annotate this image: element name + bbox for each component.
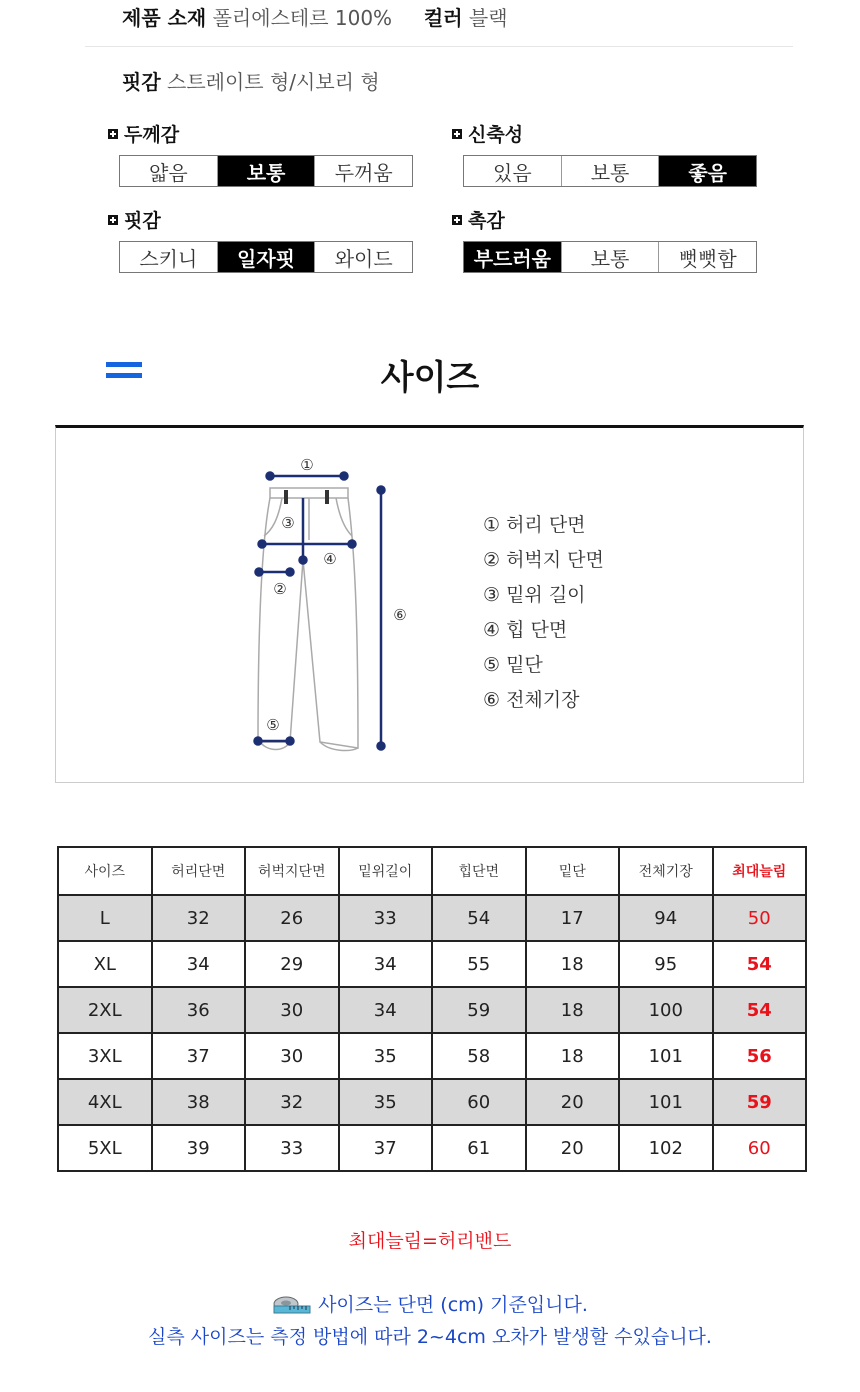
table-cell: 38 [152, 1079, 246, 1125]
table-cell-max-stretch: 54 [713, 941, 807, 987]
table-row [58, 987, 806, 1033]
fit-option: 와이드 [334, 246, 393, 271]
table-cell: 39 [152, 1125, 246, 1171]
legend-item: ⑤ 밑단 [483, 654, 543, 676]
table-cell: 20 [526, 1079, 620, 1125]
table-cell-max-stretch: 50 [713, 895, 807, 941]
table-cell: 101 [619, 1033, 713, 1079]
table-cell: 32 [152, 895, 246, 941]
legend-item: ③ 밑위 길이 [483, 584, 586, 606]
table-cell: 33 [339, 895, 433, 941]
header-hip: 힙단면 [432, 847, 526, 895]
table-row [58, 1033, 806, 1079]
table-cell: 36 [152, 987, 246, 1033]
touch-option: 뻣뻣함 [678, 246, 737, 271]
fit-label: 핏감 [122, 70, 161, 94]
fit-option-selected: 일자핏 [218, 242, 316, 272]
table-cell: 61 [432, 1125, 526, 1171]
belt-loops [284, 490, 329, 504]
table-cell: 95 [619, 941, 713, 987]
table-cell-max-stretch: 59 [713, 1079, 807, 1125]
table-row [58, 1079, 806, 1125]
touch-option-selected: 부드러움 [464, 242, 562, 272]
header-waist: 허리단면 [152, 847, 246, 895]
size-basis-text: 사이즈는 단면 (cm) 기준입니다. [318, 1294, 588, 1316]
table-cell-max-stretch: 54 [713, 987, 807, 1033]
fit-value: 스트레이트 형/시보리 형 [167, 70, 380, 94]
table-cell: 26 [245, 895, 339, 941]
table-cell: 34 [339, 987, 433, 1033]
table-cell: 102 [619, 1125, 713, 1171]
attr-thickness-label: 두께감 [124, 124, 180, 146]
header-length: 전체기장 [619, 847, 713, 895]
color-value: 블랙 [468, 6, 508, 30]
legend-item: ① 허리 단면 [483, 514, 586, 536]
table-cell: 2XL [58, 987, 152, 1033]
table-cell: 59 [432, 987, 526, 1033]
pants-outline [258, 488, 358, 750]
table-cell: 101 [619, 1079, 713, 1125]
table-cell: 18 [526, 941, 620, 987]
table-cell: 35 [339, 1079, 433, 1125]
legend-item: ② 허벅지 단면 [483, 549, 604, 571]
table-cell: 4XL [58, 1079, 152, 1125]
header-max-stretch: 최대늘림 [713, 847, 807, 895]
size-table [57, 846, 807, 1172]
table-cell: 94 [619, 895, 713, 941]
stretch-option: 있음 [464, 156, 562, 186]
material-value: 폴리에스테르 100% [212, 6, 393, 30]
legend-item: ⑥ 전체기장 [483, 689, 580, 711]
thickness-option: 얇음 [120, 156, 218, 186]
table-cell: 3XL [58, 1033, 152, 1079]
legend-item: ④ 힙 단면 [483, 619, 568, 641]
measure-lines [255, 473, 385, 750]
table-cell: 34 [152, 941, 246, 987]
stretch-option: 보통 [562, 156, 660, 186]
attr-touch-label: 촉감 [468, 210, 505, 232]
table-cell: 54 [432, 895, 526, 941]
table-cell: 33 [245, 1125, 339, 1171]
header-size: 사이즈 [58, 847, 152, 895]
table-cell: 18 [526, 1033, 620, 1079]
header-hem: 밑단 [526, 847, 620, 895]
header-rise: 밑위길이 [339, 847, 433, 895]
marker-2: ② [273, 580, 287, 598]
table-cell: 5XL [58, 1125, 152, 1171]
header-thigh: 허벅지단면 [245, 847, 339, 895]
table-cell: L [58, 895, 152, 941]
table-cell: 32 [245, 1079, 339, 1125]
table-cell: 17 [526, 895, 620, 941]
table-cell: 58 [432, 1033, 526, 1079]
table-row [58, 941, 806, 987]
fit-option: 스키니 [120, 242, 218, 272]
tape-measure-icon [272, 1294, 312, 1318]
table-cell-max-stretch: 60 [713, 1125, 807, 1171]
table-cell: 100 [619, 987, 713, 1033]
table-cell: 60 [432, 1079, 526, 1125]
table-header-row [58, 847, 806, 895]
size-section-title: 사이즈 [380, 358, 480, 398]
measurement-legend [483, 508, 604, 718]
material-label: 제품 소재 [122, 6, 207, 30]
attr-stretch-label: 신축성 [468, 124, 524, 146]
table-cell: 55 [432, 941, 526, 987]
marker-3: ③ [281, 514, 295, 532]
table-cell: 37 [152, 1033, 246, 1079]
table-row [58, 1125, 806, 1171]
tolerance-note: 실측 사이즈는 측정 방법에 따라 2~4cm 오차가 발생할 수있습니다. [148, 1326, 712, 1348]
table-row [58, 895, 806, 941]
thickness-option: 두꺼움 [334, 160, 393, 185]
table-cell: 37 [339, 1125, 433, 1171]
table-cell: 35 [339, 1033, 433, 1079]
marker-4: ④ [323, 550, 337, 568]
table-cell-max-stretch: 56 [713, 1033, 807, 1079]
table-cell: 34 [339, 941, 433, 987]
attr-fit-label: 핏감 [124, 210, 161, 232]
table-cell: 29 [245, 941, 339, 987]
table-cell: 30 [245, 987, 339, 1033]
marker-5: ⑤ [266, 716, 280, 734]
color-label: 컬러 [423, 6, 463, 30]
thickness-option-selected: 보통 [218, 156, 316, 186]
touch-option: 보통 [562, 242, 660, 272]
table-cell: 18 [526, 987, 620, 1033]
table-cell: 20 [526, 1125, 620, 1171]
marker-1: ① [300, 456, 314, 474]
max-stretch-note: 최대늘림=허리밴드 [348, 1230, 512, 1252]
stretch-option-selected: 좋음 [659, 156, 756, 186]
table-cell: XL [58, 941, 152, 987]
table-cell: 30 [245, 1033, 339, 1079]
size-basis-note [0, 1290, 860, 1318]
marker-6: ⑥ [393, 606, 407, 624]
